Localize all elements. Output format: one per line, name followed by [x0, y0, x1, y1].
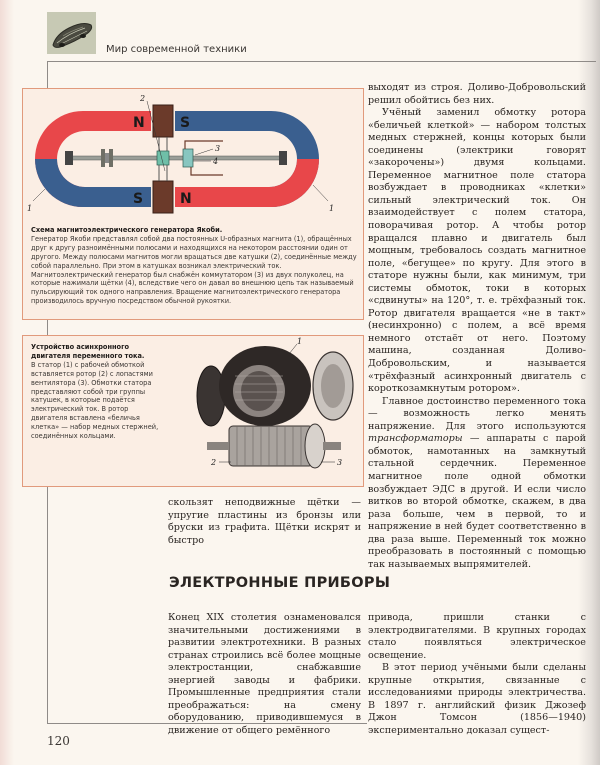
- paragraph: привода, пришли станки с электродвигателями. В крупных городах стало появляться электрическое освещение.: [368, 612, 586, 661]
- figure-box-async-motor: [22, 335, 364, 487]
- paragraph: Конец XIX столетия ознаменовался значительными достижениями в развитии электротехники. В разных странах строились всё более мощные электростанции, снабжавшие энергией заводы и фабрики. Промышленные предприятия стали преображаться: на смену оборудованию, приводившемуся в движение от общего ремённого: [168, 612, 361, 736]
- engraved-car-icon: [47, 12, 96, 54]
- caption-jacobi-generator: [31, 226, 357, 306]
- paragraph-transformers: [368, 396, 586, 572]
- label-1-left: 1: [27, 204, 33, 213]
- body-column-right-top: [368, 82, 586, 571]
- paragraph: В этот период учёными были сделаны крупные открытия, связанные с исследованиями природы электричества. В 1897 г. английский физик Джозеф Джон Томсон (1856—1940) экспериментально доказал сущест-: [368, 662, 586, 736]
- pole-s-bottom: S: [133, 191, 144, 207]
- page-number: 120: [47, 734, 70, 748]
- page-gutter-shadow: [0, 0, 14, 765]
- header-rule: [47, 61, 596, 62]
- jacobi-generator-diagram: [23, 89, 363, 224]
- caption-text: В статор (1) с рабочей обмоткой вставляется ротор (2) с лопастями вентилятора (3). Обмотки статора представляют собой три группы катушек, в которые подаётся электрический ток. В ротор двигателя вставлена «беличья клетка» — набор медных стержней, соединённых кольцами.: [31, 360, 159, 441]
- label-1-right: 1: [329, 204, 335, 213]
- body-continuation: [168, 497, 361, 547]
- section-column-right: [368, 612, 586, 737]
- pole-n-bottom: N: [180, 191, 192, 207]
- label-4: 4: [213, 157, 219, 166]
- label-3: 3: [215, 144, 221, 153]
- running-title: Мир современной техники: [106, 44, 247, 55]
- caption-title: Схема магнитоэлектрического генератора Якоби.: [31, 226, 223, 234]
- pole-s-top: S: [180, 115, 191, 131]
- paragraph: Учёный заменил обмотку ротора «беличьей клеткой» — набором толстых медных стержней, концы которых были соединены (электрики говорят «закорочены») двумя кольцами. Переменное магнитное поле статора возбуждает в проводниках «клетки» сильный электрический ток. Он взаимодействует с полем статора, поворачивая ротор. А чтобы ротор вращался плавно и двигатель был мощным, требовалось создать магнитное поле, «бегущее» по кругу. Для этого в статоре нужны были, как минимум, три системы обмоток, токи в которых «сдвинуты» на 120°, т. е. трёхфазный ток. Ротор двигателя вращается «не в такт» (несинхронно) с полем, а всё время немного отстаёт от него. Поэтому машина, созданная Доливо-Добровольским, и называется «трёхфазный асинхронный двигатель с короткозамкнутым ротором».: [368, 107, 586, 395]
- text-run: Главное достоинство переменного тока — возможность легко менять напряжение. Для этого используются: [368, 395, 586, 432]
- label-3: 3: [337, 458, 343, 467]
- async-motor-illustration: [193, 336, 361, 486]
- caption-async-motor: [31, 343, 166, 441]
- paragraph: выходят из строя. Доливо-Добровольский решил обойтись без них.: [368, 82, 586, 106]
- caption-title: Устройство асинхронного двигателя переменного тока.: [31, 343, 145, 360]
- text-run: — аппараты с парой обмоток, намотанных на замкнутый стальной сердечник. Переменное магнитное поле одной обмотки возбуждает ЭДС в другой. И если число витков во второй обмотке, скажем, в два раза больше, чем в первой, то и напряжение в ней будет соответственно в два раза выше. Переменный ток можно преобразовать в постоянный с помощью так называемых выпрямителей.: [368, 433, 586, 570]
- paragraph: скользят неподвижные щётки — упругие пластины из бронзы или бруски из графита. Щётки искрят и быстро: [168, 497, 361, 546]
- footer-rule: [47, 723, 367, 724]
- label-2: 2: [211, 458, 217, 467]
- term-transformers: трансформаторы: [368, 433, 463, 445]
- section-column-left: [168, 612, 361, 737]
- figure-box-jacobi-generator: [22, 88, 364, 320]
- section-heading: ЭЛЕКТРОННЫЕ ПРИБОРЫ: [169, 575, 391, 591]
- caption-text: Генератор Якоби представлял собой два постоянных U-образных магнита (1), обращённых друг к другу разноимёнными полюсами и находящихся на некотором расстоянии один от другого. Между полюсами магнитов могли вращаться две катушки (2), соединённые между собой параллельно. При этом в катушках возникал электрический ток. Магнитоэлектрический генератор был снабжён коммутатором (3) из двух полуколец, на которые нажимали щётки (4), вследствие чего он давал во внешнюю цепь так называемый пульсирующий ток одного направления. Вращение магнитоэлектрического генератора производилось вручную посредством обычной рукоятки.: [31, 234, 357, 306]
- label-1: 1: [297, 337, 303, 346]
- pole-n-top: N: [133, 115, 145, 131]
- label-2: 2: [140, 94, 146, 103]
